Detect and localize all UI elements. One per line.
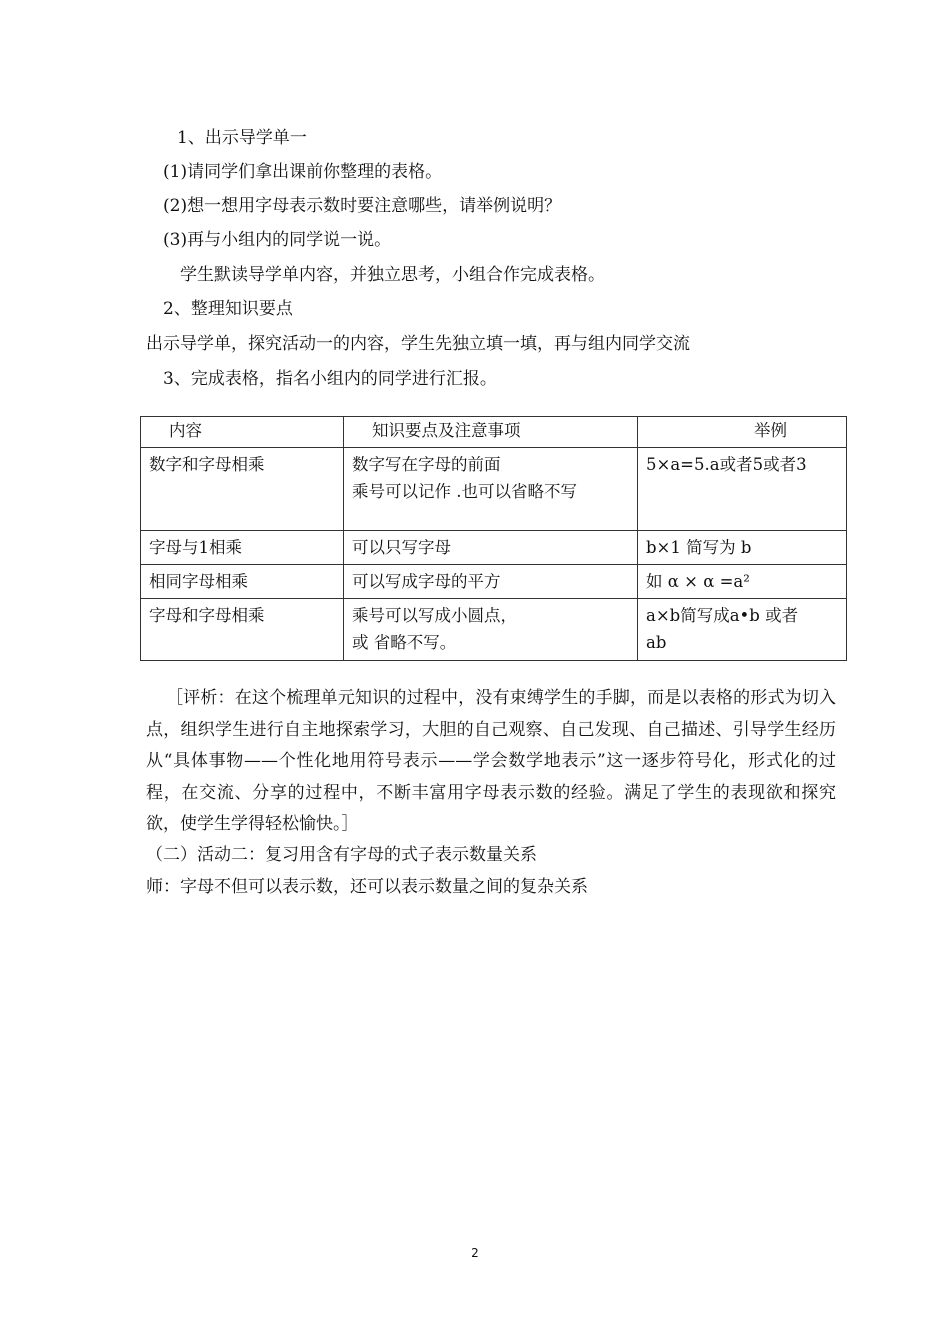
row-example: 如 α × α =a²	[638, 565, 847, 599]
page-number: 2	[471, 1246, 479, 1260]
commentary-paragraph: ［评析：在这个梳理单元知识的过程中，没有束缚学生的手脚，而是以表格的形式为切入点，组织学生进行自主地探索学习，大胆的自己观察、自己发现、自己描述、引导学生经历从“具体事物——个性化地用符号表示——学会数学地表示”这一逐步符号化，形式化的过程，在交流、分享的过程中，不断丰富用字母表示数的经验。满足了学生的表现欲和探究欲，使学生学得轻松愉快。］	[146, 688, 836, 834]
row-content: 数字和字母相乘	[141, 448, 344, 531]
row-points: 可以写成字母的平方	[344, 565, 638, 599]
row-points: 数字写在字母的前面 乘号可以记作 .也可以省略不写	[344, 448, 638, 531]
row-example: b×1 简写为 b	[638, 531, 847, 565]
student-activity: 学生默读导学单内容，并独立思考，小组合作完成表格。	[180, 265, 605, 285]
instruction-1: (1)请同学们拿出课前你整理的表格。	[163, 162, 443, 182]
row-content: 字母和字母相乘	[141, 599, 344, 661]
table-row	[141, 531, 847, 565]
step-3-heading: 3、完成表格，指名小组内的同学进行汇报。	[163, 369, 497, 389]
table-row	[141, 448, 847, 531]
table-header-row	[141, 417, 847, 448]
activity-2-heading: （二）活动二：复习用含有字母的式子表示数量关系	[146, 845, 537, 865]
header-content: 内容	[141, 417, 344, 448]
table-row	[141, 599, 847, 661]
teacher-statement: 师：字母不但可以表示数，还可以表示数量之间的复杂关系	[146, 877, 588, 897]
header-example: 举例	[638, 417, 847, 448]
table-row	[141, 565, 847, 599]
row-example: 5×a=5.a或者5或者3	[638, 448, 847, 531]
guide-sheet-text: 出示导学单，探究活动一的内容，学生先独立填一填，再与组内同学交流	[146, 334, 690, 354]
row-content: 字母与1相乘	[141, 531, 344, 565]
step-1-heading: 1、出示导学单一	[177, 128, 307, 148]
row-content: 相同字母相乘	[141, 565, 344, 599]
knowledge-table	[140, 416, 847, 661]
instruction-3: (3)再与小组内的同学说一说。	[163, 230, 392, 250]
header-points: 知识要点及注意事项	[344, 417, 638, 448]
instruction-2: (2)想一想用字母表示数时要注意哪些，请举例说明？	[163, 196, 562, 216]
row-example: a×b简写成a•b 或者 ab	[638, 599, 847, 661]
row-points: 可以只写字母	[344, 531, 638, 565]
step-2-heading: 2、整理知识要点	[163, 299, 293, 319]
row-points: 乘号可以写成小圆点， 或 省略不写。	[344, 599, 638, 661]
